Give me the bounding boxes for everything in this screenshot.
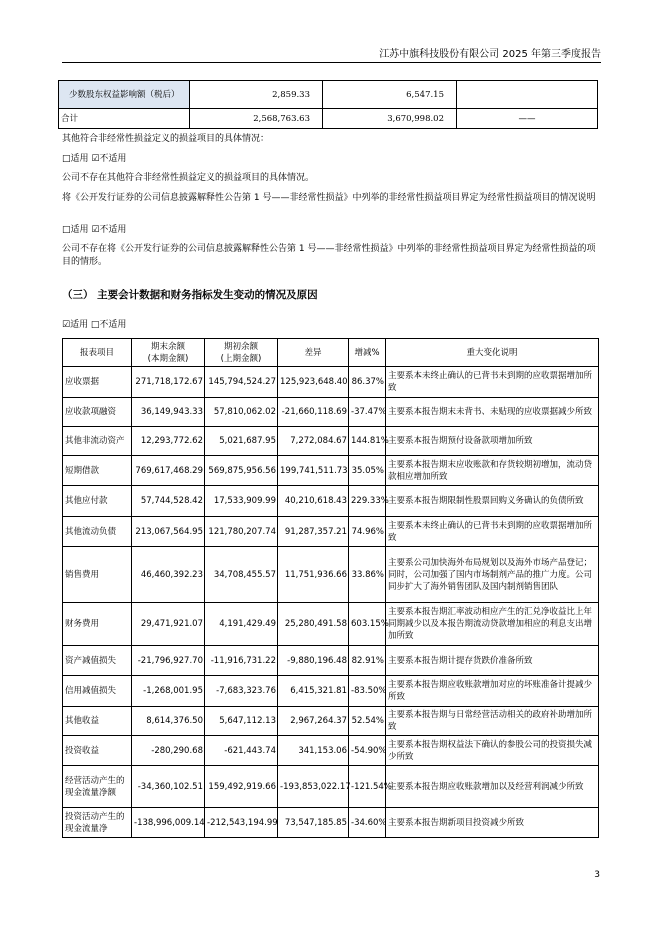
change-reason: 主要系本未终止确认的已背书未到期的应收票据增加所致 — [386, 517, 599, 547]
change-reason: 主要系本报告期应收账款增加对应的坏账准备计提减少所致 — [386, 676, 599, 707]
begin-balance: 5,021,687.95 — [205, 427, 278, 456]
paragraph: 公司不存在其他符合非经常性损益定义的损益项目的具体情况。 — [62, 173, 315, 183]
note-cell: —— — [457, 109, 598, 129]
change-pct: -34.60% — [349, 808, 386, 838]
paragraph: 其他符合非经常性损益定义的损益项目的具体情况： — [62, 134, 270, 144]
end-balance: -1,268,001.95 — [132, 676, 205, 707]
nonrecurring-table — [58, 80, 598, 129]
item-cell: 短期借款 — [63, 456, 132, 486]
end-balance: 8,614,376.50 — [132, 707, 205, 736]
change-reason: 主要系本报告期限制性股票回购义务确认的负债所致 — [386, 486, 599, 517]
change-reason: 主要系本报告期应收账款增加以及经营利润减少所致 — [386, 766, 599, 808]
option-line: □适用 ☑不适用 — [62, 154, 127, 164]
table-row — [63, 646, 599, 676]
begin-balance: 5,647,112.13 — [205, 707, 278, 736]
begin-balance: -621,443.74 — [205, 736, 278, 766]
change-pct: -54.90% — [349, 736, 386, 766]
item-cell: 其他非流动资产 — [63, 427, 132, 456]
change-reason: 主要系本报告期与日常经营活动相关的政府补助增加所致 — [386, 707, 599, 736]
item-cell: 其他流动负债 — [63, 517, 132, 547]
begin-balance: -7,683,323.76 — [205, 676, 278, 707]
table-row — [63, 676, 599, 707]
difference: -21,660,118.69 — [278, 398, 349, 427]
table-row — [63, 603, 599, 646]
begin-balance: 569,875,956.56 — [205, 456, 278, 486]
table-row — [59, 109, 598, 129]
item-cell: 投资活动产生的现金流量净 — [63, 808, 132, 838]
note-cell — [457, 81, 598, 109]
table-row — [63, 736, 599, 766]
difference: 73,547,185.85 — [278, 808, 349, 838]
paragraph: 公司不存在将《公开发行证券的公司信息披露解释性公告第 1 号——非经常性损益》中列举的非经常性损益项目界定为经常性损益的项目的情形。 — [62, 244, 596, 267]
begin-balance: 145,794,524.27 — [205, 367, 278, 398]
item-cell: 财务费用 — [63, 603, 132, 646]
table-row — [63, 517, 599, 547]
difference: 40,210,618.43 — [278, 486, 349, 517]
col-header: 重大变化说明 — [386, 339, 599, 367]
change-pct: -37.47% — [349, 398, 386, 427]
end-balance: 769,617,468.29 — [132, 456, 205, 486]
row-label: 合计 — [59, 109, 190, 129]
item-cell: 其他收益 — [63, 707, 132, 736]
end-balance: 46,460,392.23 — [132, 547, 205, 603]
header-title: 江苏中旗科技股份有限公司 2025 年第三季度报告 — [379, 49, 601, 60]
end-balance: -21,796,927.70 — [132, 646, 205, 676]
change-reason: 主要系本报告期新项目投资减少所致 — [386, 808, 599, 838]
item-cell: 投资收益 — [63, 736, 132, 766]
end-balance: 29,471,921.07 — [132, 603, 205, 646]
change-pct: 74.96% — [349, 517, 386, 547]
difference: 25,280,491.58 — [278, 603, 349, 646]
end-balance: -138,996,009.14 — [132, 808, 205, 838]
difference: 125,923,648.40 — [278, 367, 349, 398]
item-cell: 信用减值损失 — [63, 676, 132, 707]
difference: 11,751,936.66 — [278, 547, 349, 603]
end-balance: 12,293,772.62 — [132, 427, 205, 456]
change-reason: 主要系本报告期末未背书、未贴现的应收票据减少所致 — [386, 398, 599, 427]
col-header: 期初余额 (上期金额) — [205, 339, 278, 367]
ytd-value: 6,547.15 — [323, 81, 457, 109]
change-pct: 603.15% — [349, 603, 386, 646]
begin-balance: 57,810,062.02 — [205, 398, 278, 427]
table-row — [63, 456, 599, 486]
table-row — [63, 808, 599, 838]
table-row — [63, 367, 599, 398]
change-pct: 229.33% — [349, 486, 386, 517]
item-cell: 应收款项融资 — [63, 398, 132, 427]
end-balance: 271,718,172.67 — [132, 367, 205, 398]
difference: 2,967,264.37 — [278, 707, 349, 736]
table-row — [63, 547, 599, 603]
end-balance: 36,149,943.33 — [132, 398, 205, 427]
table-row — [63, 707, 599, 736]
item-cell: 销售费用 — [63, 547, 132, 603]
table-header-row — [63, 339, 599, 367]
current-value: 2,568,763.63 — [190, 109, 323, 129]
table-row — [63, 766, 599, 808]
ytd-value: 3,670,998.02 — [323, 109, 457, 129]
paragraph: 将《公开发行证券的公司信息披露解释性公告第 1 号——非经常性损益》中列举的非经常性损益项目界定为经常性损益项目的情况说明 — [62, 193, 596, 203]
begin-balance: 17,533,909.99 — [205, 486, 278, 517]
change-pct: 52.54% — [349, 707, 386, 736]
table-row — [63, 486, 599, 517]
current-value: 2,859.33 — [190, 81, 323, 109]
change-reason: 主要系本报告期权益法下确认的参股公司的投资损失减少所致 — [386, 736, 599, 766]
change-pct: -83.50% — [349, 676, 386, 707]
begin-balance: -212,543,194.99 — [205, 808, 278, 838]
difference: -193,853,022.17 — [278, 766, 349, 808]
difference: 7,272,084.67 — [278, 427, 349, 456]
difference: -9,880,196.48 — [278, 646, 349, 676]
begin-balance: 159,492,919.66 — [205, 766, 278, 808]
col-header: 报表项目 — [63, 339, 132, 367]
begin-balance: 4,191,429.49 — [205, 603, 278, 646]
change-pct: 82.91% — [349, 646, 386, 676]
option-line: □适用 ☑不适用 — [62, 225, 127, 235]
difference: 6,415,321.81 — [278, 676, 349, 707]
change-reason: 主要系本报告期汇率波动相应产生的汇兑净收益比上年同期减少以及本报告期流动贷款增加相应的利息支出增加所致 — [386, 603, 599, 646]
change-reason: 主要系本报告期计提存货跌价准备所致 — [386, 646, 599, 676]
change-reason: 主要系公司加快海外布局规划以及海外市场产品登记；同时，公司加强了国内市场制剂产品的推广力度。公司同步扩大了海外销售团队及国内制剂销售团队 — [386, 547, 599, 603]
begin-balance: 121,780,207.74 — [205, 517, 278, 547]
col-header: 差异 — [278, 339, 349, 367]
change-reason: 主要系本报告期末应收账款和存货较期初增加，流动贷款相应增加所致 — [386, 456, 599, 486]
end-balance: 57,744,528.42 — [132, 486, 205, 517]
difference: 341,153.06 — [278, 736, 349, 766]
change-pct: 35.05% — [349, 456, 386, 486]
row-label: 少数股东权益影响额（税后） — [59, 81, 190, 109]
page-header — [62, 44, 601, 63]
change-pct: -121.54% — [349, 766, 386, 808]
change-pct: 33.86% — [349, 547, 386, 603]
change-pct: 144.81% — [349, 427, 386, 456]
change-reason: 主要系本报告期预付设备款项增加所致 — [386, 427, 599, 456]
difference: 91,287,357.21 — [278, 517, 349, 547]
change-pct: 86.37% — [349, 367, 386, 398]
option-line: ☑适用 □不适用 — [62, 320, 127, 330]
item-cell: 经营活动产生的现金流量净额 — [63, 766, 132, 808]
section-title: （三） 主要会计数据和财务指标发生变动的情况及原因 — [62, 289, 318, 301]
item-cell: 应收票据 — [63, 367, 132, 398]
changes-table — [62, 338, 599, 838]
item-cell: 其他应付款 — [63, 486, 132, 517]
begin-balance: 34,708,455.57 — [205, 547, 278, 603]
table-row — [63, 398, 599, 427]
end-balance: -34,360,102.51 — [132, 766, 205, 808]
end-balance: -280,290.68 — [132, 736, 205, 766]
page-number: 3 — [594, 870, 600, 880]
change-reason: 主要系本未终止确认的已背书未到期的应收票据增加所致 — [386, 367, 599, 398]
col-header: 期末余额 (本期金额) — [132, 339, 205, 367]
difference: 199,741,511.73 — [278, 456, 349, 486]
end-balance: 213,067,564.95 — [132, 517, 205, 547]
table-row — [63, 427, 599, 456]
item-cell: 资产减值损失 — [63, 646, 132, 676]
table-row — [59, 81, 598, 109]
begin-balance: -11,916,731.22 — [205, 646, 278, 676]
col-header: 增减% — [349, 339, 386, 367]
